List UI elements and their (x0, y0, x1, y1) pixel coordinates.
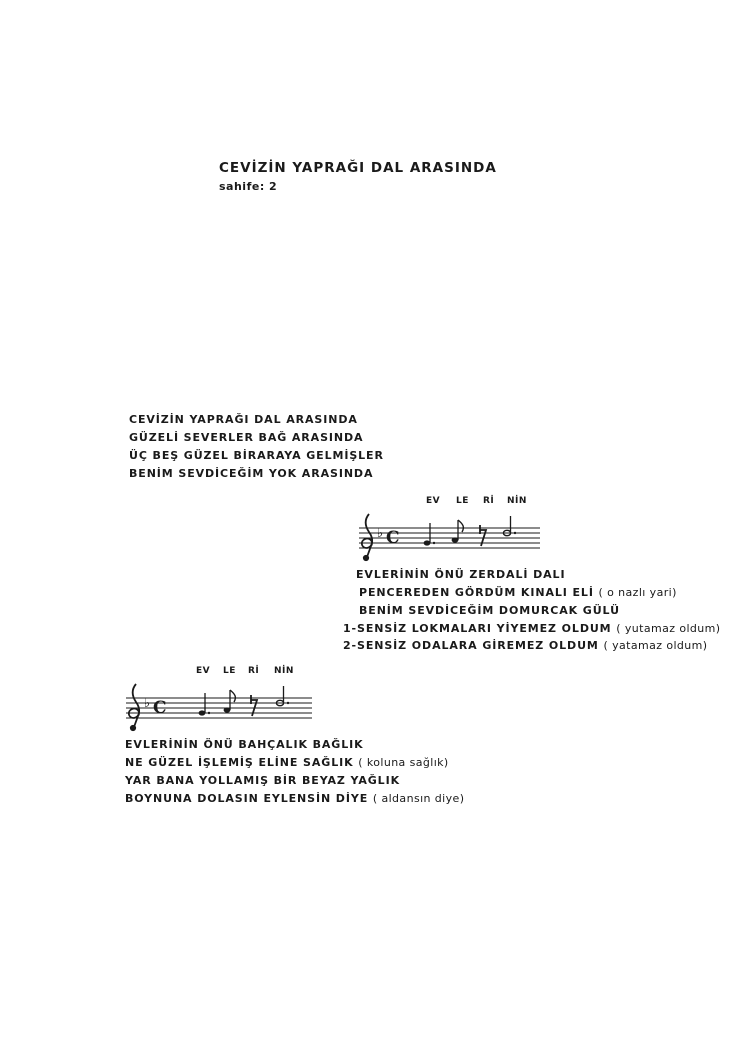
verse-2-line-4-text: 1-SENSİZ LOKMALARI YİYEMEZ OLDUM (343, 622, 612, 635)
page-title: CEVİZİN YAPRAĞI DAL ARASINDA (219, 160, 497, 176)
music-staff-2 (122, 680, 317, 732)
score-2-syllable-3: Rİ (248, 666, 260, 676)
score-1-syllable-4: NİN (507, 496, 527, 506)
score-2-syllable-1: EV (196, 666, 211, 676)
verse-3-line-3: YAR BANA YOLLAMIŞ BİR BEYAZ YAĞLIK (125, 774, 401, 787)
verse-3-line-4-parenthetical: ( aldansın diye) (372, 792, 465, 805)
score-1-syllable-3: Rİ (483, 496, 495, 506)
verse-2-line-4 (343, 620, 720, 638)
common-time-signature: C (386, 528, 400, 548)
score-1-syllable-2: LE (456, 496, 469, 506)
verse-3-line-2-text: NE GÜZEL İŞLEMİŞ ELİNE SAĞLIK (125, 756, 354, 769)
music-staff-1 (355, 510, 545, 562)
verse-2-line-3: BENİM SEVDİCEĞİM DOMURCAK GÜLÜ (359, 604, 620, 617)
treble-clef-icon (362, 514, 372, 560)
page-number-label: sahife: 2 (219, 180, 278, 193)
flat-key-signature-icon: ♭ (144, 696, 151, 711)
verse-3-line-1: EVLERİNİN ÖNÜ BAHÇALIK BAĞLIK (125, 738, 364, 751)
verse-3-line-4 (125, 790, 464, 808)
verse-2-line-4-parenthetical: ( yutamaz oldum) (616, 622, 721, 635)
treble-clef-icon (129, 684, 139, 730)
verse-1-line-2: GÜZELİ SEVERLER BAĞ ARASINDA (129, 431, 364, 444)
score-1-syllable-1: EV (426, 496, 441, 506)
verse-1 (129, 411, 384, 483)
dotted-quarter-note (424, 523, 436, 546)
verse-2-line-2 (359, 584, 677, 602)
eighth-note (224, 690, 236, 713)
verse-2-line-5-parenthetical: ( yatamaz oldum) (603, 639, 708, 652)
score-2-syllable-2: LE (223, 666, 236, 676)
verse-3-line-4-text: BOYNUNA DOLASIN EYLENSİN DİYE (125, 792, 369, 805)
verse-2-line-5 (343, 637, 707, 655)
verse-1-line-3: ÜÇ BEŞ GÜZEL BİRARAYA GELMİŞLER (129, 449, 384, 462)
verse-1-line-4: BENİM SEVDİCEĞİM YOK ARASINDA (129, 467, 374, 480)
verse-3-line-2 (125, 754, 449, 772)
verse-2-line-5-text: 2-SENSİZ ODALARA GİREMEZ OLDUM (343, 639, 599, 652)
flat-key-signature-icon: ♭ (377, 526, 384, 541)
eighth-note (452, 520, 464, 543)
verse-2-line-1: EVLERİNİN ÖNÜ ZERDALİ DALI (356, 568, 566, 581)
dotted-quarter-note (199, 693, 211, 716)
score-2-syllable-4: NİN (274, 666, 294, 676)
common-time-signature: C (153, 698, 167, 718)
verse-2-line-2-text: PENCEREDEN GÖRDÜM KINALI ELİ (359, 586, 594, 599)
verse-2-line-2-parenthetical: ( o nazlı yari) (598, 586, 677, 599)
verse-1-line-1: CEVİZİN YAPRAĞI DAL ARASINDA (129, 413, 358, 426)
verse-3-line-2-parenthetical: ( koluna sağlık) (358, 756, 449, 769)
